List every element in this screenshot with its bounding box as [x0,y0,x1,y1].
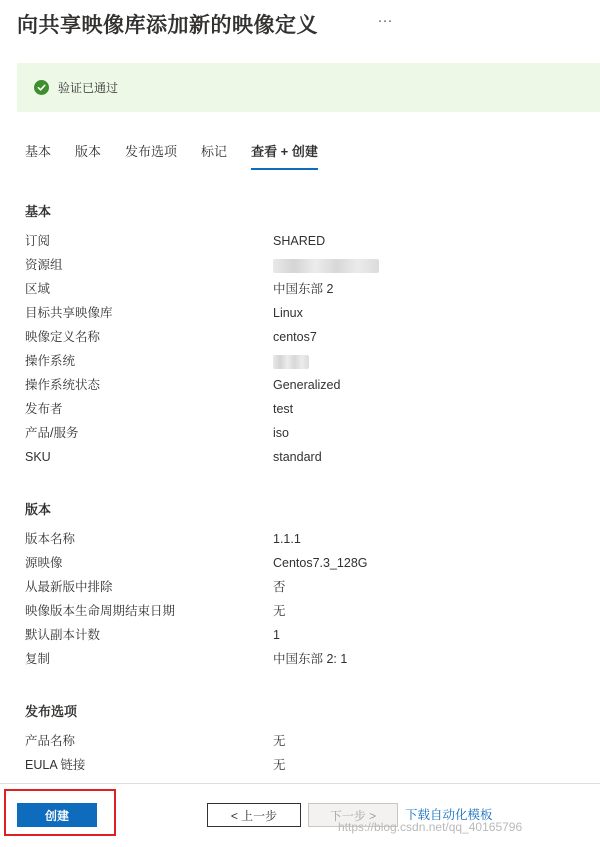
section-title-version: 版本 [25,502,52,517]
tab-version[interactable]: 版本 [75,144,102,159]
row-value: 无 [273,758,286,772]
section-title-publishing: 发布选项 [25,704,78,719]
summary-row [25,424,585,448]
row-label: 操作系统状态 [25,378,101,392]
next-button: 下一步 > [308,803,398,827]
row-value: 1 [273,628,280,642]
summary-row [25,304,585,328]
row-label: 资源组 [25,258,63,272]
row-label: 源映像 [25,556,63,570]
row-value: iso [273,426,289,440]
summary-row [25,280,585,304]
summary-row [25,232,585,256]
summary-row [25,530,585,554]
row-label: 目标共享映像库 [25,306,113,320]
more-options-button[interactable]: ··· [377,12,393,29]
row-label: 默认副本计数 [25,628,101,642]
summary-row [25,256,585,280]
previous-button[interactable]: < 上一步 [207,803,301,827]
row-value: 中国东部 2: 1 [273,652,348,666]
row-value: centos7 [273,330,317,344]
row-value: Centos7.3_128G [273,556,368,570]
checkmark-icon [34,80,49,95]
row-value: 1.1.1 [273,532,301,546]
validation-text: 验证已通过 [58,81,119,95]
watermark-text: https://blog.csdn.net/qq_40165796 [338,820,523,834]
row-value: 无 [273,604,286,618]
row-value: Generalized [273,378,341,392]
summary-row [25,352,585,376]
row-value: 中国东部 2 [273,282,334,296]
row-label: 产品名称 [25,734,76,748]
row-label: 映像定义名称 [25,330,101,344]
row-label: SKU [25,450,51,464]
summary-row [25,400,585,424]
row-label: 订阅 [25,234,51,248]
summary-row [25,448,585,472]
summary-row [25,578,585,602]
row-value: standard [273,450,322,464]
row-label: 区域 [25,282,51,296]
summary-row [25,602,585,626]
row-value: 否 [273,580,286,594]
tab-bar [25,144,342,170]
row-value: SHARED [273,234,326,248]
row-label: 从最新版中排除 [25,580,113,594]
row-label: 版本名称 [25,532,76,546]
validation-banner [17,63,600,112]
row-value: test [273,402,294,416]
summary-row [25,376,585,400]
summary-row [25,650,585,674]
summary-row [25,328,585,352]
summary-row [25,626,585,650]
tab-publishing-options[interactable]: 发布选项 [125,144,178,159]
download-template-link[interactable]: 下载自动化模板 [405,808,493,822]
row-value: Linux [273,306,303,320]
row-label: 复制 [25,652,51,666]
redacted-value [273,352,309,370]
summary-row [25,756,585,780]
create-button[interactable]: 创建 [17,803,97,827]
footer-divider [0,783,600,784]
summary-row [25,732,585,756]
row-label: 操作系统 [25,354,76,368]
tab-basics[interactable]: 基本 [25,144,52,159]
page-title: 向共享映像库添加新的映像定义 [17,14,318,37]
row-label: 产品/服务 [25,426,79,440]
row-label: 发布者 [25,402,63,416]
row-value: 无 [273,734,286,748]
summary-row [25,554,585,578]
section-title-basics: 基本 [25,204,52,219]
redacted-value [273,256,379,274]
row-label: EULA 链接 [25,758,86,772]
row-label: 映像版本生命周期结束日期 [25,604,176,618]
tab-tags[interactable]: 标记 [201,144,228,159]
tab-review-create[interactable]: 查看 + 创建 [251,144,318,170]
